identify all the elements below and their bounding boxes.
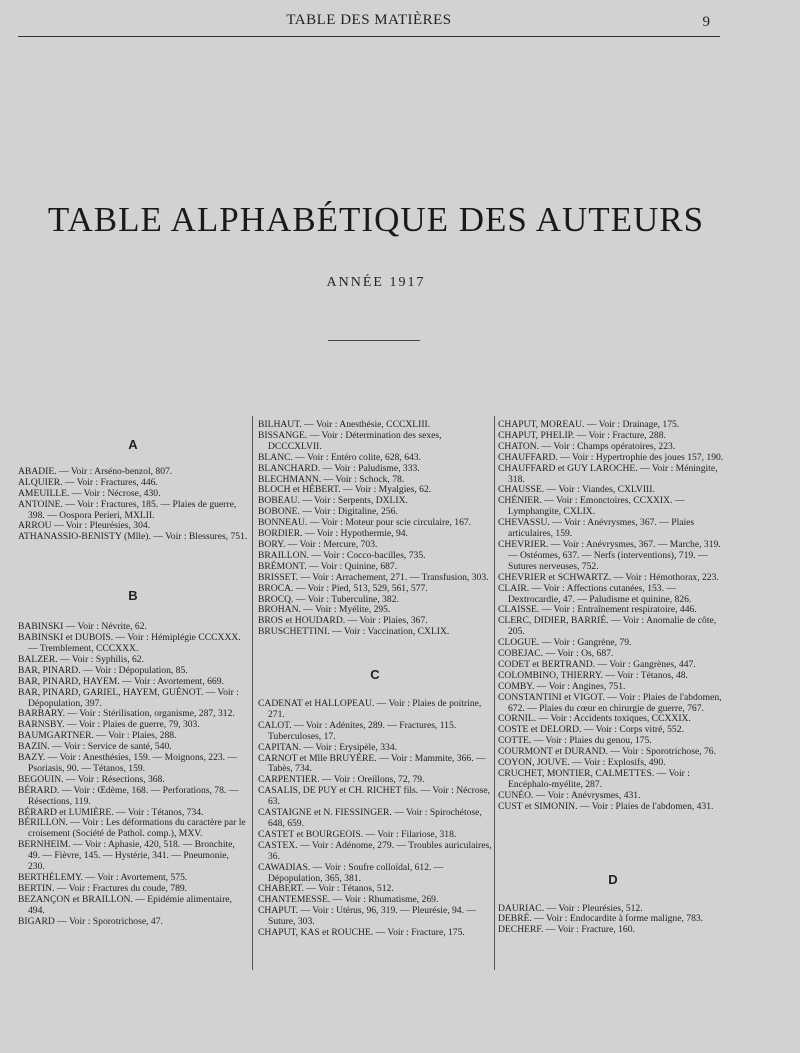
section-letter-a: A bbox=[128, 437, 138, 452]
index-entry: COURMONT et DURAND. — Voir : Sporotrichose, 76. bbox=[498, 746, 716, 758]
index-entry: BRISSET. — Voir : Arrachement, 271. — Transfusion, 303. bbox=[258, 571, 489, 583]
index-entry: BEZANÇON et BRAILLON. — Epidémie alimentaire, 494. bbox=[18, 893, 232, 916]
index-entry: CHEVRIER. — Voir : Anévrysmes, 367. — Marche, 319. — Ostéomes, 637. — Nerfs (interventions), 719. — Sutures nerveuses, 752. bbox=[498, 538, 721, 572]
index-entry: CALOT. — Voir : Adénites, 289. — Fractures, 115. Tuberculoses, 17. bbox=[258, 719, 457, 742]
index-entry: COMBY. — Voir : Angines, 751. bbox=[498, 680, 626, 692]
index-entry: CUNÉO. — Voir : Anévrysmes, 431. bbox=[498, 789, 641, 801]
index-entry: BAR, PINARD. — Voir : Dépopulation, 85. bbox=[18, 664, 188, 676]
index-entry: BLOCH et HÉBERT. — Voir : Myalgies, 62. bbox=[258, 484, 432, 496]
index-entry: CASTEX. — Voir : Adénome, 279. — Troubles auriculaires, 36. bbox=[258, 839, 492, 862]
index-entry: BILHAUT. — Voir : Anesthésie, CCCXLIII. bbox=[258, 419, 431, 430]
section-d-entries bbox=[498, 904, 728, 937]
index-entry: BARNSBY. — Voir : Plaies de guerre, 79, 303. bbox=[18, 719, 200, 731]
index-entry: BÉRARD et LUMIÈRE. — Voir : Tétanos, 734. bbox=[18, 806, 204, 818]
year-subtitle: ANNÉE 1917 bbox=[326, 275, 426, 290]
index-entry: CHEVASSU. — Voir : Anévrysmes, 367. — Plaies articulaires, 159. bbox=[498, 517, 695, 540]
running-header bbox=[18, 8, 720, 37]
index-entry: CASALIS, DE PUY et CH. RICHET fils. — Voir : Nécrose, 63. bbox=[258, 785, 491, 808]
index-entry: BROCQ. — Voir : Tuberculine, 382. bbox=[258, 593, 399, 605]
index-entry: BARBARY. — Voir : Stérilisation, organisme, 287, 312. bbox=[18, 708, 235, 720]
index-entry: BROCA. — Voir : Pied, 513, 529, 561, 577. bbox=[258, 582, 428, 594]
index-entry: CHÉNIER. — Voir : Emonctoires, CCXXIX. — Lymphangite, CXLIX. bbox=[498, 495, 685, 518]
index-entry: ATHANASSIO-BENISTY (Mlle). — Voir : Blessures, 751. bbox=[18, 531, 248, 543]
section-letter-b: B bbox=[128, 588, 138, 604]
index-entry: COYON, JOUVE. — Voir : Explosifs, 490. bbox=[498, 757, 666, 769]
page-title: TABLE ALPHABÉTIQUE DES AUTEURS bbox=[47, 200, 705, 239]
index-entry: CLAIR. — Voir : Affections cutanées, 153. — Dextrocardie, 47. — Paludisme et quinine, 826. bbox=[498, 582, 692, 605]
index-entry: CHAPUT, MOREAU. — Voir : Drainage, 175. bbox=[498, 419, 680, 430]
index-entry: BOBEAU. — Voir : Serpents, DXLIX. bbox=[258, 495, 408, 507]
index-column-1 bbox=[18, 437, 248, 928]
index-entry: CASTET et BOURGEOIS. — Voir : Filariose, 318. bbox=[258, 828, 457, 840]
index-entry: CONSTANTINI et VIGOT. — Voir : Plaies de l'abdomen, 672. — Plaies du cœur en chirurgie de guerre, 767. bbox=[498, 691, 722, 714]
section-letter-c: C bbox=[370, 667, 380, 683]
index-entry: BLANCHARD. — Voir : Paludisme, 333. bbox=[258, 462, 420, 474]
index-entry: ABADIE. — Voir : Arséno-benzol, 807. bbox=[18, 465, 173, 477]
index-entry: CODET et BERTRAND. — Voir : Gangrènes, 447. bbox=[498, 658, 696, 670]
index-entry: BERNHEIM. — Voir : Aphasie, 420, 518. — Bronchite, 49. — Fièvre, 145. — Hystérie, 341. — Pneumonie, 230. bbox=[18, 839, 235, 873]
index-entry: CHAUFFARD. — Voir : Hypertrophie des joues 157, 190. bbox=[498, 451, 724, 463]
index-entry: CHAPUT, KAS et ROUCHE. — Voir : Fracture, 175. bbox=[258, 927, 465, 939]
index-entry: BEGOUIN. — Voir : Résections, 368. bbox=[18, 773, 165, 785]
index-entry: BAZY. — Voir : Anesthésies, 159. — Moignons, 223. — Psoriasis, 90. — Tétanos, 159. bbox=[18, 752, 238, 774]
index-entry: BOBONE. — Voir : Digitaline, 256. bbox=[258, 506, 398, 518]
index-entry: ALQUIER. — Voir : Fractures, 446. bbox=[18, 476, 158, 488]
index-entry: CASTAIGNE et N. FIESSINGER. — Voir : Spirochétose, 648, 659. bbox=[258, 807, 482, 829]
index-entry: BAZIN. — Voir : Service de santé, 540. bbox=[18, 741, 172, 753]
index-entry: ARROU — Voir : Pleurésies, 304. bbox=[18, 520, 151, 532]
index-entry: CLAISSE. — Voir : Entraînement respiratoire, 446. bbox=[498, 604, 697, 616]
section-c-entries bbox=[258, 699, 492, 939]
index-entry: AMEUILLE. — Voir : Nécrose, 430. bbox=[18, 487, 161, 499]
index-entry: BERTHÉLEMY. — Voir : Avortement, 575. bbox=[18, 872, 188, 883]
index-entry: BONNEAU. — Voir : Moteur pour scie circulaire, 167. bbox=[258, 517, 472, 529]
index-entry: CHAPUT, PHELIP. — Voir : Fracture, 288. bbox=[498, 429, 666, 441]
index-entry: COLOMBINO, THIERRY. — Voir : Tétanos, 48. bbox=[498, 669, 688, 681]
index-entry: BERTIN. — Voir : Fractures du coude, 789. bbox=[18, 882, 188, 894]
index-entry: CUST et SIMONIN. — Voir : Plaies de l'abdomen, 431. bbox=[498, 800, 714, 812]
index-entry: BORY. — Voir : Mercure, 703. bbox=[258, 538, 378, 550]
index-entry: COSTE et DELORD. — Voir : Corps vitré, 552. bbox=[498, 724, 684, 736]
index-entry: BAUMGARTNER. — Voir : Plaies, 288. bbox=[18, 730, 177, 742]
index-entry: CHATON. — Voir : Champs opératoires, 223. bbox=[498, 440, 676, 452]
column-divider bbox=[252, 416, 253, 970]
index-entry: BISSANGE. — Voir : Détermination des sexes, DCCCXLVII. bbox=[258, 429, 442, 452]
running-title: TABLE DES MATIÈRES bbox=[286, 12, 452, 28]
index-entry: CHEVRIER et SCHWARTZ. — Voir : Hémothorax, 223. bbox=[498, 571, 719, 583]
section-b-entries bbox=[18, 622, 248, 927]
index-entry: CHANTEMESSE. — Voir : Rhumatisme, 269. bbox=[258, 894, 439, 906]
index-entry: DAURIAC. — Voir : Pleurésies, 512. bbox=[498, 902, 643, 914]
index-entry: BABINSKI et DUBOIS. — Voir : Hémiplégie CCCXXX. — Tremblement, CCCXXX. bbox=[18, 632, 241, 654]
section-letter-d: D bbox=[608, 871, 618, 887]
index-entry: BRÉMONT. — Voir : Quinine, 687. bbox=[258, 560, 398, 572]
index-entry: BÉRARD. — Voir : Œdème, 168. — Perforations, 78. — Résections, 119. bbox=[18, 784, 239, 807]
title-divider bbox=[328, 340, 420, 341]
index-entry: BROHAN. — Voir : Myélite, 295. bbox=[258, 604, 391, 616]
page-number: 9 bbox=[702, 14, 710, 30]
section-a-entries bbox=[18, 467, 248, 543]
section-c-continued-entries bbox=[498, 420, 728, 813]
index-entry: BAR, PINARD, HAYEM. — Voir : Avortement, 669. bbox=[18, 675, 224, 687]
index-entry: CHAUFFARD et GUY LAROCHE. — Voir : Méningite, 318. bbox=[498, 462, 718, 485]
index-entry: ANTOINE. — Voir : Fractures, 185. — Plaies de guerre, 398. — Oospora Perieri, MXLII. bbox=[18, 498, 237, 521]
index-entry: CHABERT. — Voir : Tétanos, 512. bbox=[258, 883, 394, 895]
section-b-continued-entries bbox=[258, 420, 492, 638]
index-entry: COBEJAC. — Voir : Os, 687. bbox=[498, 648, 614, 660]
index-column-3 bbox=[498, 420, 728, 936]
index-entry: CAWADIAS. — Voir : Soufre colloïdal, 612. — Dépopulation, 365, 381. bbox=[258, 861, 444, 884]
column-divider bbox=[494, 416, 495, 970]
index-entry: CARPENTIER. — Voir : Oreillons, 72, 79. bbox=[258, 774, 425, 786]
index-entry: BLECHMANN. — Voir : Schock, 78. bbox=[258, 473, 405, 485]
index-entry: CRUCHET, MONTIER, CALMETTES. — Voir : Encéphalo-myélite, 287. bbox=[498, 768, 690, 790]
index-entry: BRAILLON. — Voir : Cocco-bacilles, 735. bbox=[258, 549, 426, 561]
index-entry: DEBRÉ. — Voir : Endocardite à forme maligne, 783. bbox=[498, 913, 704, 925]
index-entry: COTTE. — Voir : Plaies du genou, 175. bbox=[498, 735, 652, 747]
index-entry: BALZER. — Voir : Syphilis, 62. bbox=[18, 653, 144, 665]
index-entry: BIGARD — Voir : Sporotrichose, 47. bbox=[18, 915, 163, 927]
index-entry: BRUSCHETTINI. — Voir : Vaccination, CXLIX. bbox=[258, 626, 450, 638]
index-entry: CLERC, DIDIER, BARRIÉ. — Voir : Anomalie de côte, 205. bbox=[498, 615, 717, 638]
index-entry: CHAPUT. — Voir : Utérus, 96, 319. — Pleurésie, 94. — Suture, 303. bbox=[258, 905, 476, 928]
index-entry: BAR, PINARD, GARIEL, HAYEM, GUÉNOT. — Voir : Dépopulation, 397. bbox=[18, 686, 239, 709]
index-entry: CORNIL. — Voir : Accidents toxiques, CCXXIX. bbox=[498, 713, 691, 725]
index-entry: BABINSKI — Voir : Névrite, 62. bbox=[18, 621, 147, 633]
index-entry: BÉRILLON. — Voir : Les déformations du caractère par le croisement (Société de Pathol. comp.), MXV. bbox=[18, 817, 246, 840]
index-entry: CADENAT et HALLOPEAU. — Voir : Plaies de poitrine, 271. bbox=[258, 698, 482, 720]
index-entry: BROS et HOUDARD. — Voir : Plaies, 367. bbox=[258, 615, 428, 627]
index-entry: CAPITAN. — Voir : Erysipèle, 334. bbox=[258, 741, 398, 753]
index-entry: DECHERF. — Voir : Fracture, 160. bbox=[498, 924, 635, 936]
index-entry: BORDIER. — Voir : Hypothermie, 94. bbox=[258, 528, 408, 540]
index-column-2 bbox=[258, 420, 492, 939]
index-entry: CHAUSSE. — Voir : Viandes, CXLVIII. bbox=[498, 484, 655, 496]
index-entry: CLOGUE. — Voir : Gangrène, 79. bbox=[498, 637, 632, 649]
index-entry: BLANC. — Voir : Entéro colite, 628, 643. bbox=[258, 451, 421, 463]
index-entry: CARNOT et Mlle BRUYÈRE. — Voir : Mammite, 366. — Tabès, 734. bbox=[258, 752, 486, 775]
